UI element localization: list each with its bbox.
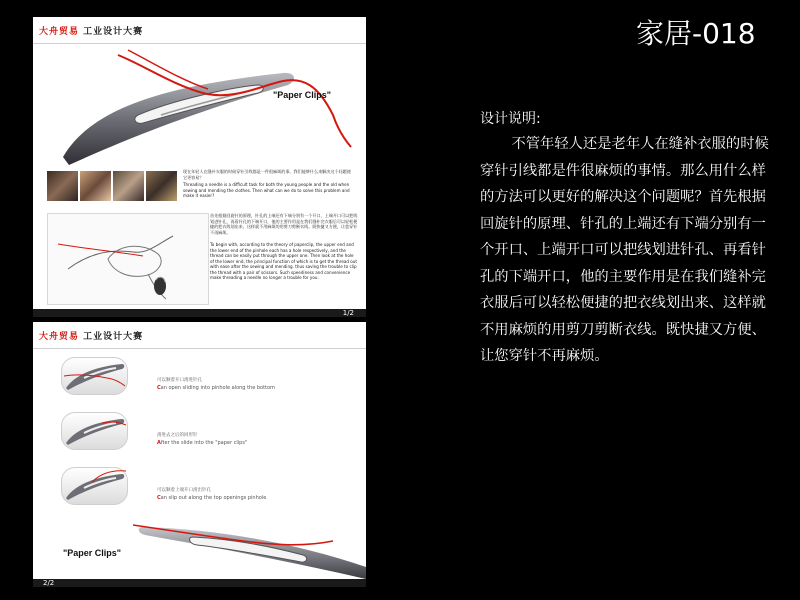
brand-title	[39, 24, 143, 37]
step-3-needle-image	[61, 467, 128, 505]
design-description-heading: 设计说明:	[480, 111, 541, 127]
step-3-text-en	[157, 495, 266, 501]
step-2-text-en	[157, 440, 247, 446]
usage-photo	[80, 171, 111, 201]
needle-step-icon	[62, 468, 127, 504]
needle-footer-image	[133, 517, 366, 579]
brand-header	[33, 17, 366, 44]
brand-title-dark: 工业设计大赛	[79, 27, 144, 37]
page-footer	[33, 579, 366, 587]
step-2-rest: fter the slide into the "paper clips"	[160, 440, 248, 446]
needle-step-icon	[62, 413, 127, 449]
page-number: 1/2	[342, 309, 354, 317]
needle-step-icon	[62, 358, 127, 394]
board-page-1	[33, 17, 366, 317]
hand-threading-illustration	[47, 213, 209, 305]
step-1-text-cn: 可以顺着开口滑进针孔	[157, 378, 202, 383]
step-1-text-en	[157, 385, 275, 391]
step-3-initial: C	[157, 495, 161, 501]
step-2-needle-image	[61, 412, 128, 450]
intro-text-en: Threading a needle is a difficult task for both the young people and the old when sewing and mending the clothes. Then what can we do to solve this problem and make it easier?	[183, 182, 350, 198]
usage-photo	[146, 171, 177, 201]
usage-photo	[47, 171, 78, 201]
usage-photo	[113, 171, 144, 201]
entry-title: 家居-018	[636, 17, 756, 50]
brand-title	[39, 329, 143, 342]
principle-text-cn: 首先根据回旋针的原理，针孔的上端还有下端分别有一个开口，上端开口可以把线划进针孔，再看针孔的下端开口，他的主要作用是在我们缝补完衣服后可以轻松便捷的把衣线划出来，这样就不用麻烦的用剪刀剪断衣线。既快捷又方便，让您穿针不再麻烦。	[210, 213, 358, 235]
step-1-needle-image	[61, 357, 128, 395]
step-3-rest: an slip out along the top openings pinhole	[160, 495, 267, 501]
step-1-initial: C	[157, 385, 161, 391]
product-name-label: "Paper Clips"	[63, 548, 122, 558]
page-number: 2/2	[43, 579, 55, 587]
brand-title-red: 大舟贸易	[39, 332, 80, 342]
intro-text-cn: 现在年轻人在缝补衣服的时候穿针引线都是一件很麻烦的事。我们能够什么来解决这个问题使它更容易？	[183, 169, 351, 180]
design-description-body: 不管年轻人还是老年人在缝补衣服的时候穿针引线都是件很麻烦的事情。那么用什么样的方法可以更好的解决这个问题呢？首先根据回旋针的原理、针孔的上端还有下端分别有一个开口、上端开口可以把线划进针孔、再看针孔的下端开口，他的主要作用是在我们缝补完衣服后可以轻松便捷的把衣线划出来、这样就不用麻烦的用剪刀剪断衣线。既快捷又方便、让您穿针不再麻烦。	[480, 136, 769, 364]
step-2-initial: A	[157, 440, 161, 446]
hand-sketch	[48, 214, 208, 304]
principle-text-en: To begin with, according to the theory of paperclip, the upper end and the lower end of the pinhole each has a hole respectively, and the thread can be easily put through the upper one. Then look at the hole of the lower end, the principal function of which is to get the thread out with ease after the sewing and mending. thus saving the trouble to clip the thread with a pair of scissors. Such speediness and convenience make threading a needle no longer a trouble for you.	[210, 242, 357, 280]
product-name-label: "Paper Clips"	[273, 90, 332, 100]
board-page-2	[33, 322, 366, 587]
brand-title-red: 大舟贸易	[39, 27, 80, 37]
step-2-text-cn: 滑进去之后的回形针	[157, 433, 198, 438]
step-3-text-cn: 可以顺着上端开口滑出针孔	[157, 488, 211, 493]
brand-title-dark: 工业设计大赛	[79, 332, 144, 342]
needle-hero-image	[33, 45, 366, 185]
page-footer	[33, 309, 366, 317]
usage-photo-strip	[47, 171, 177, 201]
step-1-rest: an open sliding into pinhole along the bottom	[160, 385, 275, 391]
brand-header	[33, 322, 366, 349]
